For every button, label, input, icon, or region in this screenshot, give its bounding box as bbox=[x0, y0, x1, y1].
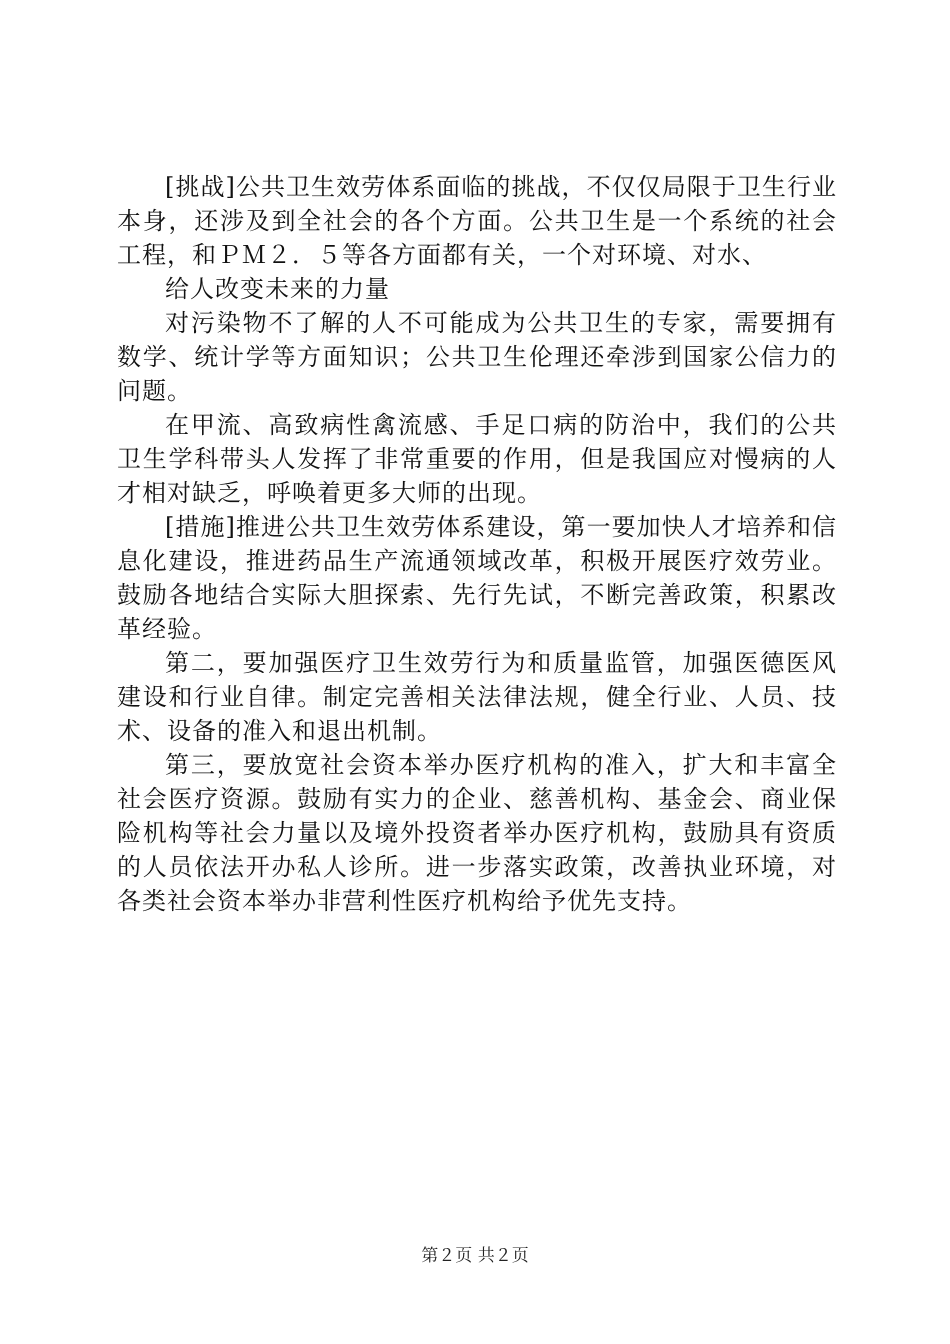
page-number-footer: 第２页 共２页 bbox=[421, 1246, 529, 1266]
paragraph-expertise: 对污染物不了解的人不可能成为公共卫生的专家，需要拥有数学、统计学等方面知识；公共卫生伦理还牵涉到国家公信力的问题。 bbox=[117, 309, 837, 405]
paragraph-third: 第三，要放宽社会资本举办医疗机构的准入，扩大和丰富全社会医疗资源。鼓励有实力的企业、慈善机构、基金会、商业保险机构等社会力量以及境外投资者举办医疗机构，鼓励具有资质的人员依法开办私人诊所。进一步落实政策，改善执业环境，对各类社会资本举办非营利性医疗机构给予优先支持。 bbox=[117, 751, 837, 915]
paragraph-epidemic: 在甲流、高致病性禽流感、手足口病的防治中，我们的公共卫生学科带头人发挥了非常重要的作用，但是我国应对慢病的人才相对缺乏，呼唤着更多大师的出现。 bbox=[117, 411, 837, 507]
paragraph-second: 第二，要加强医疗卫生效劳行为和质量监管，加强医德医风建设和行业自律。制定完善相关法律法规，健全行业、人员、技术、设备的准入和退出机制。 bbox=[117, 649, 837, 745]
paragraph-measures: [措施]推进公共卫生效劳体系建设，第一要加快人才培养和信息化建设，推进药品生产流通领域改革，积极开展医疗效劳业。鼓励各地结合实际大胆探索、先行先试，不断完善政策，积累改革经验。 bbox=[117, 513, 837, 643]
document-body bbox=[117, 170, 837, 918]
paragraph-challenge: [挑战]公共卫生效劳体系面临的挑战，不仅仅局限于卫生行业本身，还涉及到全社会的各个方面。公共卫生是一个系统的社会工程，和ＰＭ２．５等各方面都有关，一个对环境、对水、 bbox=[117, 173, 837, 269]
paragraph-slogan: 给人改变未来的力量 bbox=[165, 275, 390, 303]
